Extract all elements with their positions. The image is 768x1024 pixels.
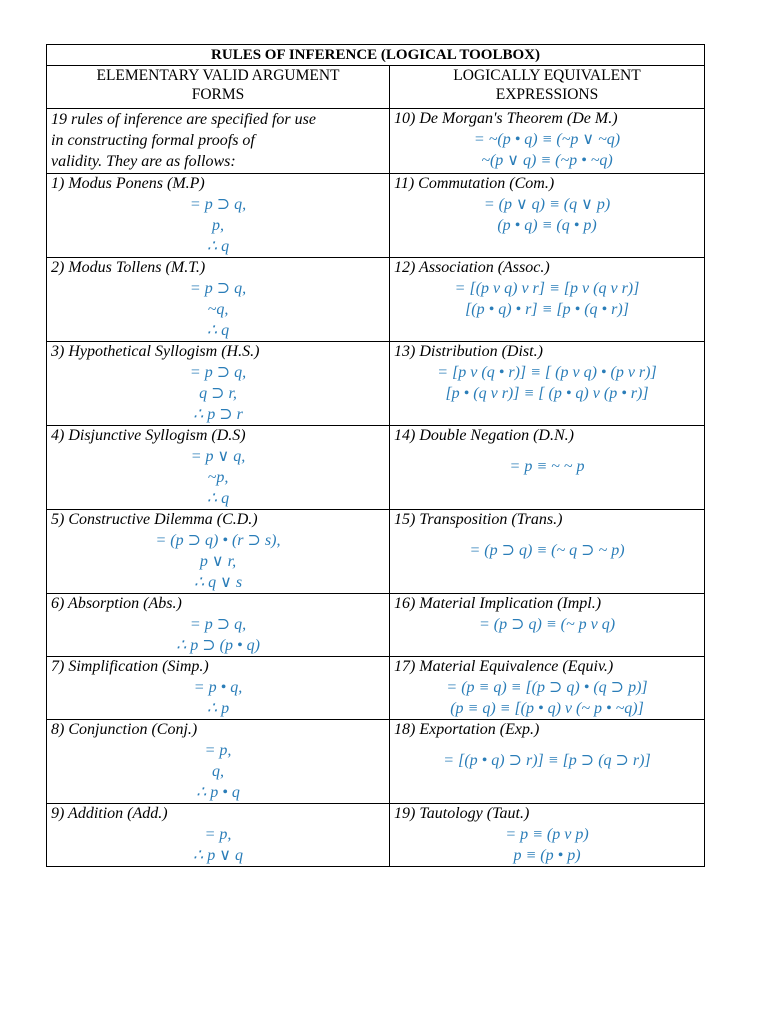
rule-formula: (p ≡ q) ≡ [(p • q) v (~ p • ~q)] [450,700,644,717]
rule-formula: = p • q, [193,679,243,696]
rule-name: 14) Double Negation (D.N.) [394,427,574,444]
rule-name: 11) Commutation (Com.) [394,175,555,192]
right-column-header [390,66,705,109]
rule-name: 13) Distribution (Dist.) [394,343,543,360]
rule-name: 4) Disjunctive Syllogism (D.S) [51,427,246,444]
rule-formula: = p ⊃ q, [189,280,247,297]
rule-cell-10 [390,109,705,174]
rule-formula: = (p ⊃ q) ≡ (~ q ⊃ ~ p) [469,542,625,559]
rule-cell-6 [47,594,390,657]
rule-formula: q ⊃ r, [199,385,237,402]
rule-formula: (p • q) ≡ (q • p) [497,217,597,234]
intro-line: validity. They are as follows: [51,153,236,170]
rule-cell-18 [390,720,705,804]
left-column-header [47,66,390,109]
rule-name: 19) Tautology (Taut.) [394,805,530,822]
rule-cell-14 [390,426,705,510]
rule-formula: ∴ p ∨ q [193,847,243,864]
rule-formula: ∴ q ∨ s [193,574,243,591]
rule-formula: = (p ⊃ q) ≡ (~ p v q) [478,616,616,633]
rule-cell-17 [390,657,705,720]
rule-name: 5) Constructive Dilemma (C.D.) [51,511,258,528]
rule-name: 17) Material Equivalence (Equiv.) [394,658,614,675]
rule-formula: q, [212,763,224,780]
rule-formula: = (p ⊃ q) • (r ⊃ s), [155,532,281,549]
rule-name: 18) Exportation (Exp.) [394,721,540,738]
rule-cell-8 [47,720,390,804]
right-header-line1: LOGICALLY EQUIVALENT [453,67,641,84]
rule-formula: [p • (q v r)] ≡ [ (p • q) v (p • r)] [445,385,649,402]
rule-formula: ~q, [207,301,229,318]
rule-formula: ∴ p • q [196,784,240,801]
rule-formula: = p ⊃ q, [189,196,247,213]
rule-name: 12) Association (Assoc.) [394,259,550,276]
rule-formula: ~(p ∨ q) ≡ (~p • ~q) [481,152,613,169]
rule-cell-9 [47,804,390,867]
rule-cell-7 [47,657,390,720]
right-header-line2: EXPRESSIONS [495,86,599,103]
rule-formula: = p ≡ ~ ~ p [509,458,585,475]
rule-formula: ∴ p ⊃ r [193,406,243,423]
rule-formula: = p ≡ (p v p) [505,826,589,843]
rule-formula: = p ⊃ q, [189,616,247,633]
intro-line: in constructing formal proofs of [51,132,255,149]
intro-cell [47,109,390,174]
rule-cell-13 [390,342,705,426]
rule-formula: = [(p • q) ⊃ r)] ≡ [p ⊃ (q ⊃ r)] [443,752,651,769]
rule-formula: [(p • q) • r] ≡ [p • (q • r)] [465,301,629,318]
rule-formula: = p ⊃ q, [189,364,247,381]
rule-formula: = p ∨ q, [190,448,246,465]
rule-name: 15) Transposition (Trans.) [394,511,563,528]
rule-name: 1) Modus Ponens (M.P) [51,175,205,192]
rule-formula: ∴ q [206,238,230,255]
rule-formula: ∴ q [206,322,230,339]
rule-formula: ∴ p ⊃ (p • q) [176,637,260,654]
rules-table [46,44,705,867]
rule-cell-16 [390,594,705,657]
rule-cell-5 [47,510,390,594]
rule-cell-4 [47,426,390,510]
left-header-line2: FORMS [191,86,245,103]
rule-formula: = ~(p • q) ≡ (~p ∨ ~q) [473,131,621,148]
rule-name: 16) Material Implication (Impl.) [394,595,602,612]
rule-cell-15 [390,510,705,594]
table-title: RULES OF INFERENCE (LOGICAL TOOLBOX) [47,45,705,66]
intro-line: 19 rules of inference are specified for use [51,111,316,128]
rule-name: 6) Absorption (Abs.) [51,595,182,612]
rule-cell-2 [47,258,390,342]
rule-formula: p ≡ (p • p) [513,847,581,864]
rule-formula: ∴ q [206,490,230,507]
left-header-line1: ELEMENTARY VALID ARGUMENT [96,67,340,84]
rule-formula: = p, [204,742,232,759]
rule-name: 8) Conjunction (Conj.) [51,721,198,738]
rule-name: 2) Modus Tollens (M.T.) [51,259,206,276]
rule-name: 7) Simplification (Simp.) [51,658,209,675]
rule-formula: ∴ p [206,700,230,717]
rule-cell-19 [390,804,705,867]
rule-name: 10) De Morgan's Theorem (De M.) [394,110,618,127]
rule-cell-12 [390,258,705,342]
rule-cell-3 [47,342,390,426]
rule-cell-1 [47,174,390,258]
rule-cell-11 [390,174,705,258]
rule-formula: p, [212,217,224,234]
rule-name: 9) Addition (Add.) [51,805,168,822]
rule-formula: = (p ∨ q) ≡ (q ∨ p) [483,196,611,213]
rule-formula: = [(p v q) v r] ≡ [p v (q v r)] [454,280,640,297]
rule-name: 3) Hypothetical Syllogism (H.S.) [51,343,260,360]
rule-formula: = (p ≡ q) ≡ [(p ⊃ q) • (q ⊃ p)] [446,679,648,696]
rule-formula: = p, [204,826,232,843]
rule-formula: ~p, [207,469,229,486]
rule-formula: = [p v (q • r)] ≡ [ (p v q) • (p v r)] [437,364,657,381]
rule-formula: p ∨ r, [199,553,237,570]
